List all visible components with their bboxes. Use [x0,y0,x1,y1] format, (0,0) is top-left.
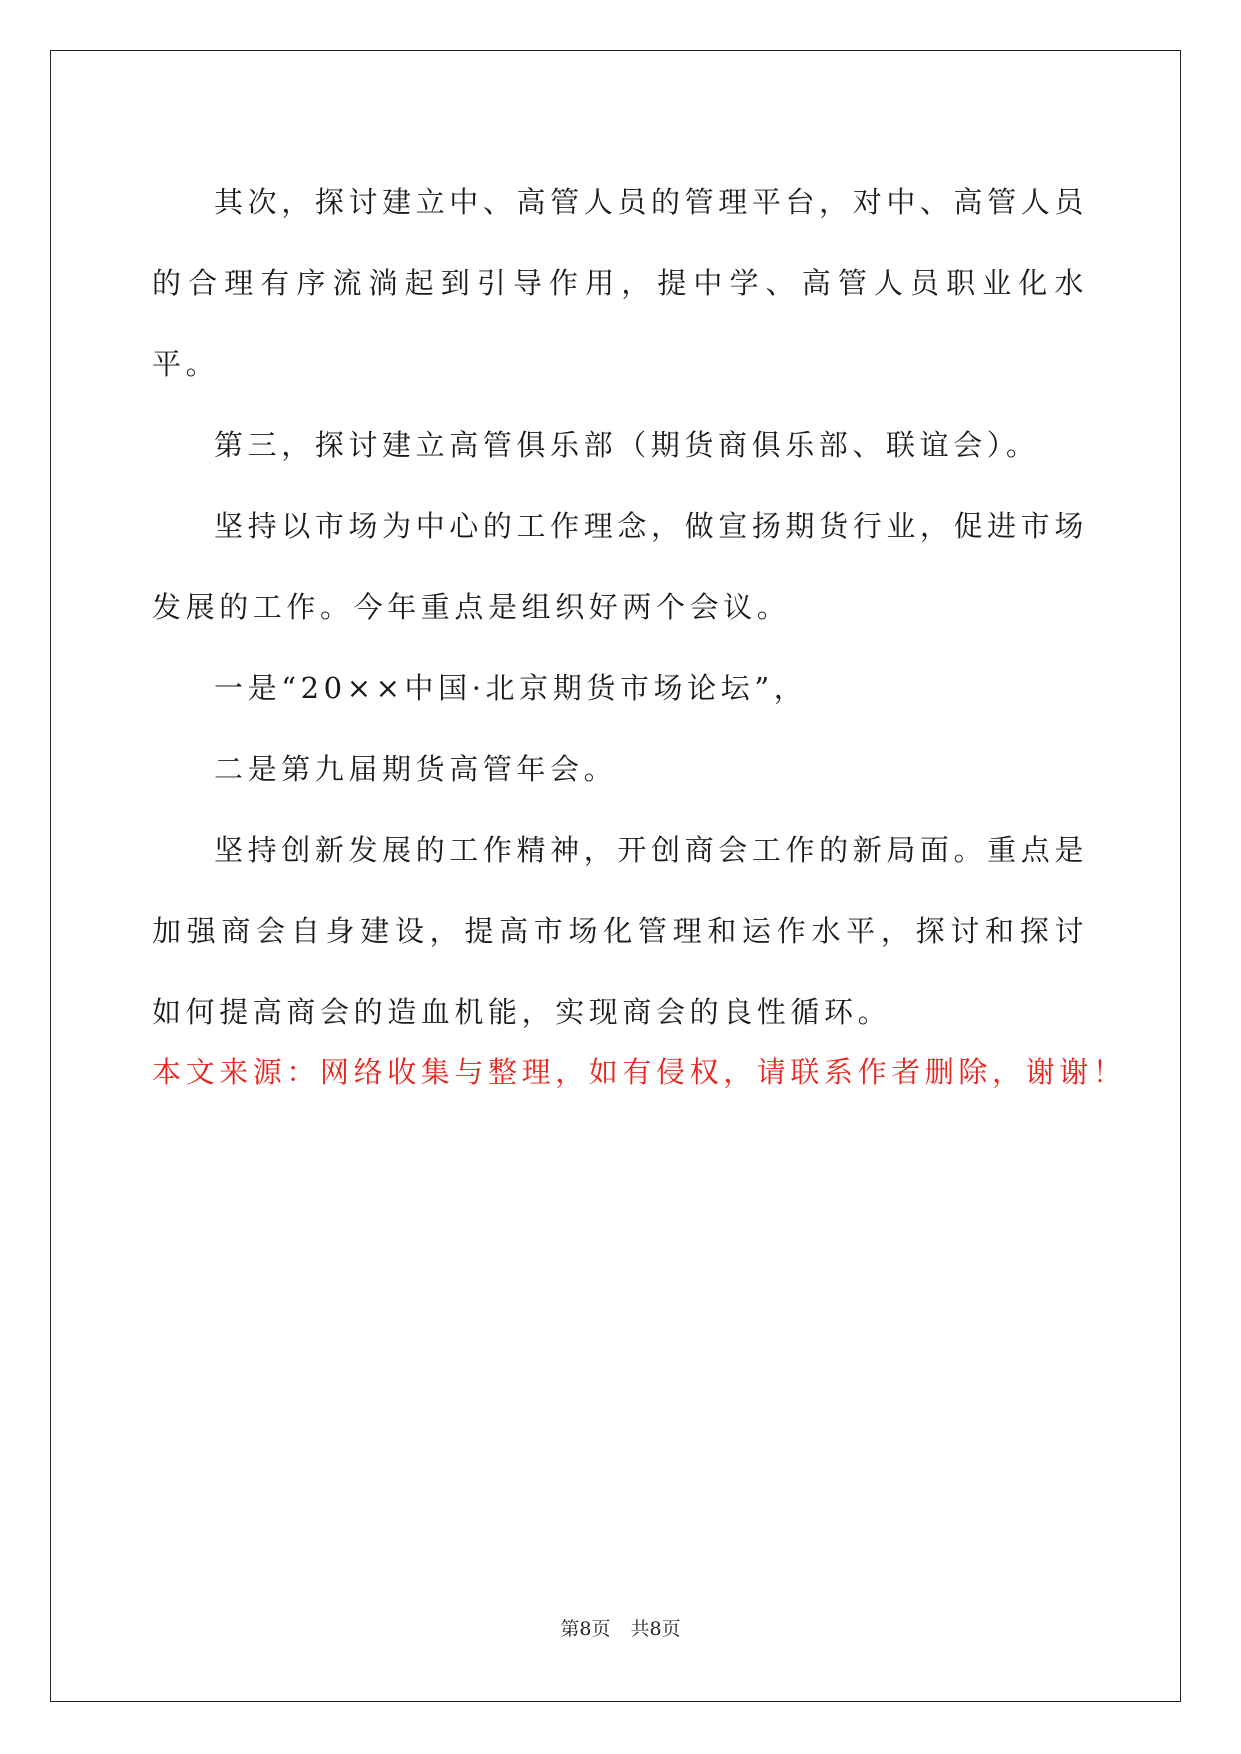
paragraph-management-platform: 其次，探讨建立中、高管人员的管理平台，对中、高管人员的合理有序流淌起到引导作用，提中学、高管人员职业化水平。 [152,185,1088,381]
paragraph-annual-meeting: 二是第九届期货高管年会。 [214,752,618,786]
document-body [152,162,1088,1053]
source-disclaimer: 本文来源：网络收集与整理，如有侵权，请联系作者删除，谢谢！ [152,1055,1127,1089]
paragraph-innovation: 坚持创新发展的工作精神，开创商会工作的新局面。重点是加强商会自身建设，提高市场化管理和运作水平，探讨和探讨如何提高商会的造血机能，实现商会的良性循环。 [152,833,1088,1029]
page-footer [0,1614,1241,1644]
paragraph-forum: 一是“20××中国·北京期货市场论坛”， [214,671,808,705]
paragraph-market-centered: 坚持以市场为中心的工作理念，做宣扬期货行业，促进市场发展的工作。今年重点是组织好两个会议。 [152,509,1088,624]
paragraph-executive-club: 第三，探讨建立高管俱乐部（期货商俱乐部、联谊会）。 [214,428,1040,462]
page-total: 共8页 [630,1618,681,1640]
page-number: 第8页 [560,1618,611,1640]
